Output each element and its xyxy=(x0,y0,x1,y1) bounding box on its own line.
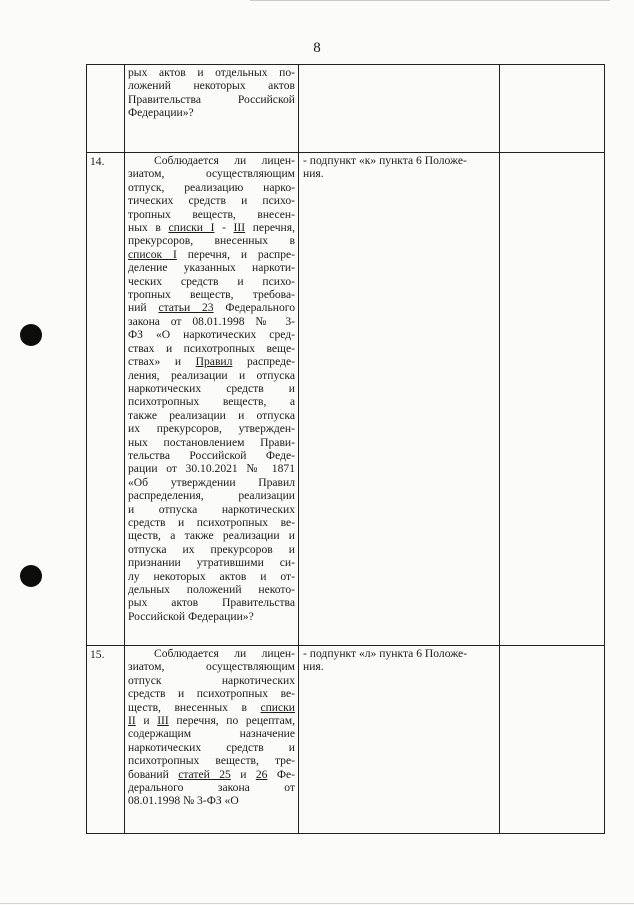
legal-reference-link[interactable]: списки I xyxy=(168,221,215,235)
question-line: зиатом, осуществляющим xyxy=(128,660,295,674)
question-line: отпуска их прекурсоров и xyxy=(128,542,295,556)
question-line: список I перечня, и распре- xyxy=(128,247,295,261)
question-line: ФЗ «О наркотических сред- xyxy=(128,328,295,342)
legal-basis-line: - подпункт «л» пункта 6 Положе- xyxy=(303,647,468,660)
requirement-question xyxy=(125,153,299,646)
question-line: наркотических средств и xyxy=(128,740,295,754)
question-line: и отпуска наркотических xyxy=(128,502,295,516)
question-line: признании утратившими си- xyxy=(128,556,295,570)
question-line: средств и психотропных ве- xyxy=(128,515,295,529)
legal-reference-link[interactable]: статьи 23 xyxy=(158,301,214,315)
question-line: психотропных веществ, а xyxy=(128,395,295,409)
question-line: дерального закона от xyxy=(128,781,295,795)
remarks-cell xyxy=(500,153,605,646)
item-number xyxy=(87,65,125,153)
punch-hole-lower xyxy=(20,565,42,587)
question-line: ных постановлением Прави- xyxy=(128,435,295,449)
question-line: деление указанных наркоти- xyxy=(128,261,295,275)
question-line: также реализации и отпуска xyxy=(128,408,295,422)
question-line: ществ, а также реализации и xyxy=(128,529,295,543)
question-line: ных в списки I - III перечня, xyxy=(128,221,295,235)
checklist-table-body xyxy=(87,65,605,834)
question-line: зиатом, осуществляющим xyxy=(128,167,295,181)
requirement-question xyxy=(125,65,299,153)
question-line: рации от 30.10.2021 № 1871 xyxy=(128,462,295,476)
question-line: 08.01.1998 № 3-ФЗ «О xyxy=(128,794,239,808)
legal-basis xyxy=(299,646,500,834)
question-line: бований статей 25 и 26 Фе- xyxy=(128,767,295,781)
question-line: Соблюдается ли лицен- xyxy=(154,647,295,660)
question-line: ления, реализации и отпуска xyxy=(128,368,295,382)
legal-reference-link[interactable]: II xyxy=(128,714,136,728)
question-line: Федерации»? xyxy=(128,106,194,120)
legal-reference-link[interactable]: III xyxy=(233,221,246,235)
question-line: ний статьи 23 Федерального xyxy=(128,301,295,315)
question-line: ствах и психотропных веще- xyxy=(128,341,295,355)
remarks-cell xyxy=(500,646,605,834)
question-line: психотропных веществ, тре- xyxy=(128,754,295,768)
legal-reference-link[interactable]: список I xyxy=(128,247,177,261)
item-number: 14. xyxy=(87,153,125,646)
question-line: тических средств и психо- xyxy=(128,194,295,208)
remarks-cell xyxy=(500,65,605,153)
question-line: их прекурсоров, утвержден- xyxy=(128,422,295,436)
question-line: лу некоторых актов и от- xyxy=(128,569,295,583)
question-line: дельных положений некото- xyxy=(128,583,295,596)
legal-reference-link[interactable]: статей 25 xyxy=(178,767,231,781)
legal-basis xyxy=(299,153,500,646)
question-line: отпуск, реализацию нарко- xyxy=(128,180,295,194)
question-line: отпуск наркотических xyxy=(128,673,295,687)
legal-basis xyxy=(299,65,500,153)
legal-basis-line: - подпункт «к» пункта 6 Положе- xyxy=(303,154,467,167)
requirement-question xyxy=(125,646,299,834)
question-line: «Об утверждении Правил xyxy=(128,475,295,489)
table-row xyxy=(87,65,605,153)
question-line: Соблюдается ли лицен- xyxy=(154,154,295,167)
scan-edge-bottom xyxy=(0,903,634,904)
question-line: ществ, внесенных в списки xyxy=(128,700,295,714)
question-line: тропных веществ, внесен- xyxy=(128,207,295,221)
table-row xyxy=(87,646,605,834)
question-line: содержащим назначение xyxy=(128,727,295,741)
legal-basis-line: ния. xyxy=(303,167,324,181)
question-line: прекурсоров, внесенных в xyxy=(128,234,295,248)
page-number: 8 xyxy=(313,40,321,56)
legal-reference-link[interactable]: III xyxy=(157,714,169,728)
legal-reference-link[interactable]: Правил xyxy=(195,355,233,369)
question-line: ложений некоторых актов xyxy=(128,79,295,93)
question-line: рых актов Правительства xyxy=(128,596,295,610)
checklist-table xyxy=(86,64,605,834)
question-line: закона от 08.01.1998 № 3- xyxy=(128,314,295,328)
question-line: Российской Федерации»? xyxy=(128,609,254,623)
item-number: 15. xyxy=(87,646,125,834)
question-line: тельства Российской Феде- xyxy=(128,448,295,462)
question-line: рых актов и отдельных по- xyxy=(128,66,295,79)
question-line: тропных веществ, требова- xyxy=(128,288,295,302)
question-line: ствах» и Правил распреде- xyxy=(128,355,295,369)
legal-reference-link[interactable]: 26 xyxy=(255,767,268,781)
question-line: ческих средств и психо- xyxy=(128,274,295,288)
question-line: наркотических средств и xyxy=(128,381,295,395)
question-line: средств и психотропных ве- xyxy=(128,687,295,701)
scan-edge-top xyxy=(250,0,610,1)
table-row xyxy=(87,153,605,646)
legal-reference-link[interactable]: списки xyxy=(260,700,295,714)
question-line: II и III перечня, по рецептам, xyxy=(128,714,295,728)
question-line: Правительства Российской xyxy=(128,92,295,106)
question-line: распределения, реализации xyxy=(128,489,295,503)
punch-hole-upper xyxy=(20,324,42,346)
legal-basis-line: ния. xyxy=(303,660,324,674)
